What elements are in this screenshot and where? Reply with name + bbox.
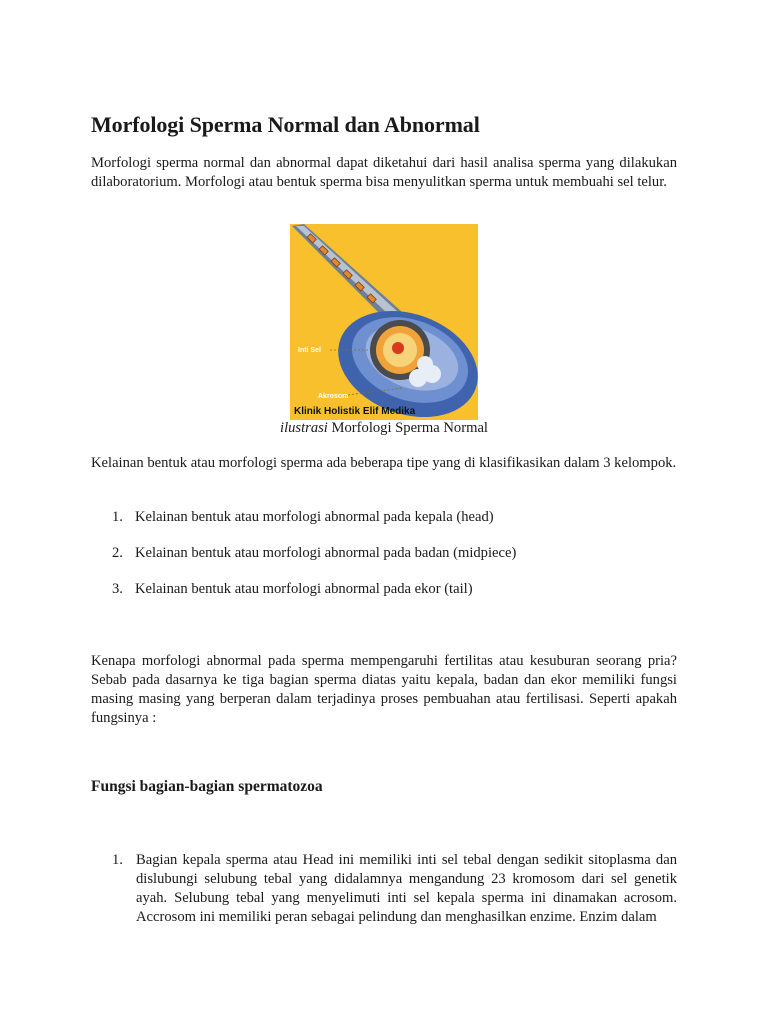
- list-item-text: Kelainan bentuk atau morfologi abnormal pada badan (midpiece): [135, 545, 517, 561]
- caption-text: Morfologi Sperma Normal: [327, 420, 488, 436]
- paragraph-fertility: Kenapa morfologi abnormal pada sperma mempengaruhi fertilitas atau kesuburan seorang pria? Sebab pada dasarnya ke tiga bagian sperma diatas yaitu kepala, badan dan ekor memiliki fungsi masing masing yang berperan dalam terjadinya proses pembuahan atau fertilisasi. Seperti apakah fungsinya :: [91, 653, 677, 726]
- intro-paragraph: Morfologi sperma normal dan abnormal dapat diketahui dari hasil analisa sperma yang dilakukan dilaboratorium. Morfologi atau bentuk sperma bisa menyulitkan sperma untuk membuahi sel telur.: [91, 155, 677, 190]
- list-item: [91, 508, 677, 544]
- page-title: Morfologi Sperma Normal dan Abnormal: [91, 112, 480, 137]
- list-item-text: Kelainan bentuk atau morfologi abnormal pada ekor (tail): [135, 581, 473, 597]
- list-number: 1.: [112, 509, 123, 525]
- list-number: 1.: [112, 852, 123, 868]
- sperm-illustration-figure: [290, 224, 478, 420]
- figure-caption: [91, 419, 677, 438]
- label-akrosom: Akrosom: [318, 393, 349, 400]
- list-number: 2.: [112, 545, 123, 561]
- paragraph-classification: Kelainan bentuk atau morfologi sperma ada beberapa tipe yang di klasifikasikan dalam 3 kelompok.: [91, 455, 677, 471]
- list-item: [91, 580, 677, 616]
- clinic-banner: Klinik Holistik Elif Medika: [294, 406, 416, 417]
- caption-italic: ilustrasi: [280, 420, 328, 436]
- sperm-illustration-image: [290, 224, 478, 420]
- label-inti-sel: Inti Sel: [298, 347, 321, 354]
- list-item-text: Kelainan bentuk atau morfologi abnormal pada kepala (head): [135, 509, 494, 525]
- list-item-text: Bagian kepala sperma atau Head ini memiliki inti sel tebal dengan sedikit sitoplasma dan dislubungi selubung tebal yang didalamnya mengandung 23 kromosom dari sel genetik ayah. Selubung tebal yang menyelimuti inti sel kepala sperma ini dinamakan acrosom. Accrosom ini memiliki peran sebagai pelindung dan menghasilkan enzime. Enzim dalam: [136, 852, 677, 925]
- section-heading: Fungsi bagian-bagian spermatozoa: [91, 778, 323, 795]
- abnormality-list: [91, 508, 677, 616]
- list-number: 3.: [112, 581, 123, 597]
- function-list: [91, 851, 677, 927]
- list-item: [91, 544, 677, 580]
